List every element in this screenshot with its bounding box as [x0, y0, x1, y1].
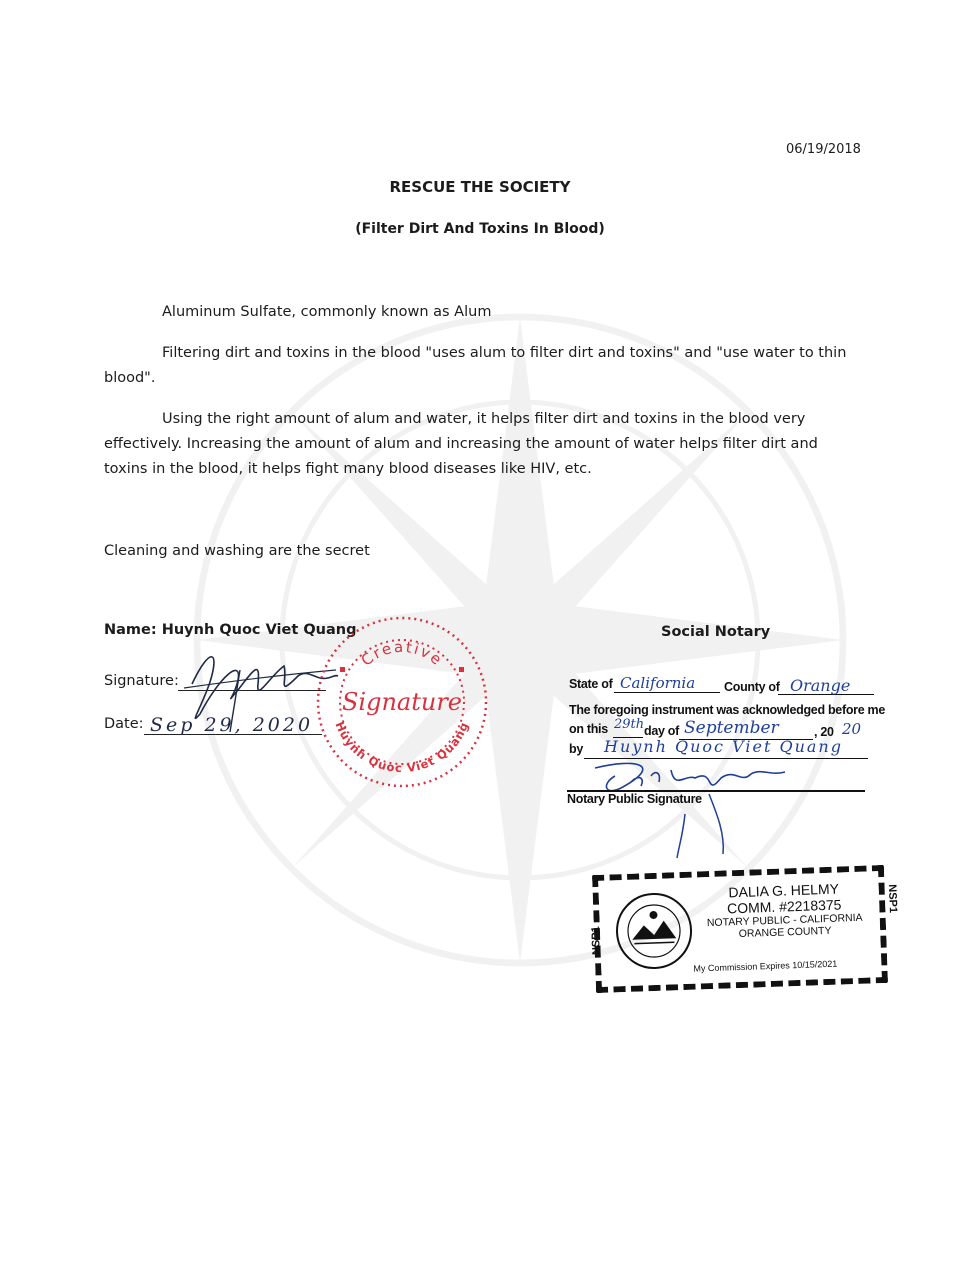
stamp-side-left: NSP1	[589, 926, 603, 956]
handwritten-date: Sep 29, 2020	[150, 714, 314, 736]
paragraph-3: Using the right amount of alum and water, it helps filter dirt and toxins in the blood very effectively. Increasing the amount of alum and increasing the amount of water helps filter dirt and toxins in the blood, it helps fight many blood diseases like HIV, etc.	[104, 411, 818, 477]
document-subtitle: (Filter Dirt And Toxins In Blood)	[355, 221, 605, 237]
document-date: 06/19/2018	[786, 142, 861, 157]
stamp-expiration: My Commission Expires 10/15/2021	[693, 958, 838, 974]
svg-text:Huynh Quoc Viet Quang	[332, 720, 471, 776]
signer-name-label: Name: Huynh Quoc Viet Quang	[104, 622, 357, 638]
paragraph-1: Aluminum Sulfate, commonly known as Alum	[162, 304, 492, 320]
seal-top-text: Creative	[357, 637, 447, 670]
notary-stamp	[589, 865, 900, 993]
stamp-text-block	[698, 879, 870, 941]
county-value: Orange	[790, 676, 851, 695]
document-title: RESCUE THE SOCIETY	[389, 178, 571, 196]
notary-public-signature-label: Notary Public Signature	[567, 792, 702, 806]
by-value: Huynh Quoc Viet Quang	[604, 737, 843, 756]
seal-center-text: Signature	[341, 688, 463, 716]
signature-label: Signature:	[104, 673, 179, 689]
notary-title: Social Notary	[661, 624, 771, 640]
stamp-county: ORANGE COUNTY	[738, 925, 832, 941]
by-label: by	[569, 742, 583, 756]
state-value: California	[620, 674, 696, 692]
county-of-label: County of	[724, 680, 780, 694]
california-seal-icon	[613, 890, 696, 973]
year-prefix: , 20	[814, 725, 834, 739]
paragraph-4: Cleaning and washing are the secret	[104, 543, 370, 559]
on-this-label: on this	[569, 722, 608, 736]
stamp-notary-name: DALIA G. HELMY	[728, 880, 840, 901]
notary-handwritten-signature	[575, 754, 815, 864]
month-value: September	[684, 718, 779, 738]
creative-signature-seal	[312, 612, 492, 792]
year-value: 20	[842, 720, 862, 738]
stamp-side-right: NSP1	[886, 884, 900, 914]
day-of-label: day of	[644, 724, 680, 738]
day-value: 29th	[614, 717, 645, 732]
seal-bottom-text: Huynh Quoc Viet Quang	[332, 719, 472, 776]
acknowledged-text: The foregoing instrument was acknowledged before me	[569, 703, 886, 717]
stamp-notary-public: NOTARY PUBLIC - CALIFORNIA	[706, 911, 863, 930]
state-line	[614, 692, 720, 693]
paragraph-2: Filtering dirt and toxins in the blood "uses alum to filter dirt and toxins" and "use water to thin blood".	[104, 345, 847, 386]
stamp-commission-number: COMM. #2218375	[726, 896, 842, 917]
svg-text:Creative	[358, 638, 447, 670]
state-of-label: State of	[569, 677, 613, 691]
date-label: Date:	[104, 716, 144, 732]
